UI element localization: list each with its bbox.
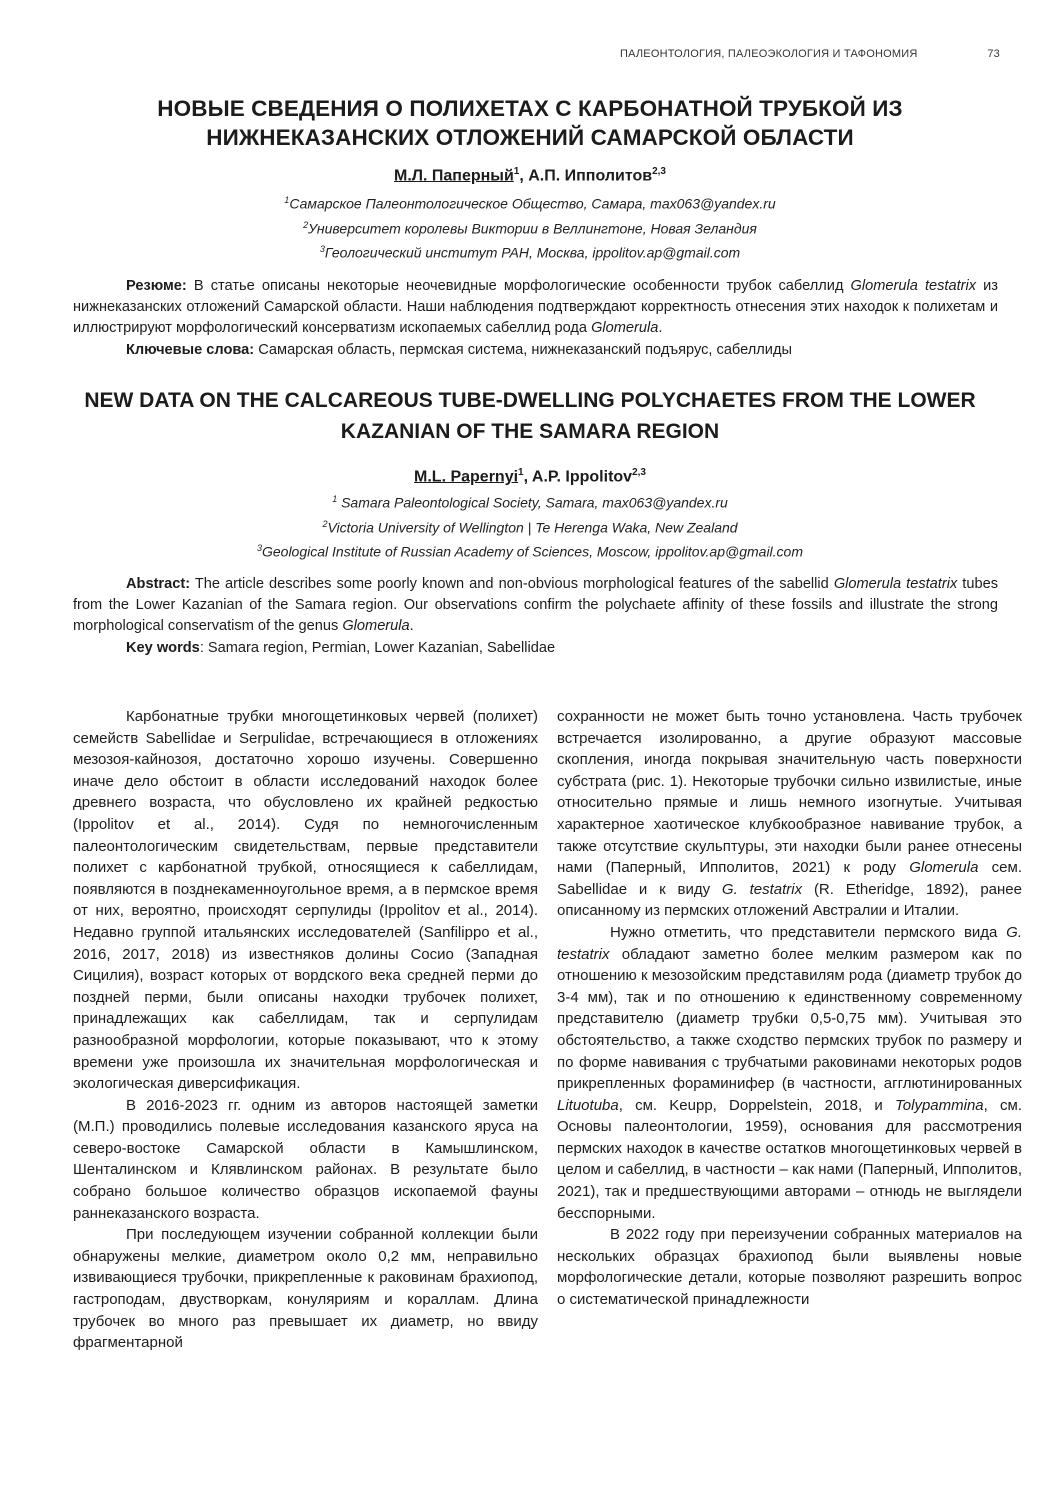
- taxon-name: Glomerula testatrix: [833, 576, 958, 592]
- keywords: [73, 340, 998, 361]
- affiliation-text: Samara Paleontological Society, Samara, max063@yandex.ru: [337, 494, 728, 511]
- body-text: Нужно отметить, что представители пермского вида: [610, 923, 1007, 941]
- author-sup: 2,3: [652, 166, 666, 177]
- affiliation: [60, 538, 1000, 563]
- body-paragraph: В 2022 году при переизучении собранных материалов на нескольких образцах брахиопод были выявлены новые морфологические детали, которые позволяют разрешить вопрос о систематической принадлежности: [557, 1226, 1022, 1309]
- body-text: сем. Sabellidae и к виду: [557, 859, 1022, 898]
- abstract-text: В статье описаны некоторые неочевидные морфологические особенности трубок сабеллид: [186, 278, 851, 294]
- affiliation-text: Самарское Палеонтологическое Общество, Самара, max063@yandex.ru: [289, 195, 776, 212]
- affiliation-text: Geological Institute of Russian Academy of Sciences, Moscow, ippolitov.ap@gmail.com: [261, 543, 804, 560]
- abstract-ru: [73, 276, 998, 361]
- body-text: обладают заметно более мелким размером как по отношению к мезозойским представилям рода (диаметр трубок до 3-4 мм), так и по отношению к единственному современному представителю (диаметр трубки 0,5-0,75 мм). Учитывая это обстоятельство, а также сходство пермских трубок по размеру и по форме навивания с трубчатыми раковинами некоторых родов прикрепленных фораминифер (в частности, агглютинированных: [557, 945, 1022, 1093]
- body-text: , см. Keupp, Doppelstein, 2018, и: [618, 1096, 895, 1114]
- section-title: ПАЛЕОНТОЛОГИЯ, ПАЛЕОЭКОЛОГИЯ И ТАФОНОМИЯ: [620, 48, 918, 60]
- affiliation-sup: 2: [303, 219, 309, 230]
- keywords-label: Ключевые слова:: [126, 341, 255, 358]
- taxon-name: G. testatrix: [721, 880, 803, 898]
- taxon-name: Lituotuba: [557, 1096, 619, 1114]
- affiliation: [60, 514, 1000, 539]
- affiliation-sup: 2: [322, 518, 328, 529]
- abstract-label: Abstract:: [126, 576, 191, 592]
- affiliation-sup: 1: [284, 195, 290, 205]
- taxon-name: Glomerula testatrix: [850, 278, 977, 294]
- body-paragraph: В 2016-2023 гг. одним из авторов настоящей заметки (М.П.) проводились полевые исследования казанского яруса на северо-востоке Самарской области в Камышлинском, Шенталинском и Клявлинском районах. В результате было собрано большое количество образцов ископаемой фауны раннеказанского возраста.: [73, 1096, 538, 1222]
- body-text: , см. Основы палеонтологии, 1959), основания для рассмотрения пермских находок в качестве остатков многощетинковых червей в целом и сабеллид, в частности – как нами (Паперный, Ипполитов, 2021), так и предшествующими авторами – отнюдь не выглядели бесспорными.: [557, 1096, 1022, 1222]
- abstract-text: .: [409, 618, 414, 635]
- keywords: [73, 638, 998, 659]
- taxon-name: Glomerula: [591, 320, 659, 337]
- body-column-right: [557, 706, 1022, 1311]
- abstract-paragraph: [73, 276, 998, 340]
- taxon-name: G. testatrix: [557, 923, 1022, 963]
- abstract-text: tubes from the Lower Kazanian of the Samara region. Our observations confirm the polychaete affinity of these fossils and illustrate the strong morphological conservatism of the genus: [73, 576, 998, 635]
- abstract-text: .: [658, 320, 663, 337]
- body-paragraph: Карбонатные трубки многощетинковых червей (полихет) семейств Sabellidae и Serpulidae, встречающиеся в отложениях мезозоя-кайнозоя, достаточно хорошо изучены. Совершенно иначе дело обстоит в области исследований находок более древнего возраста, что обусловлено их крайней редкостью (Ippolitov et al., 2014). Судя по немногочисленным палеонтологическим свидетельствам, первые представители полихет с карбонатной трубкой, относящиеся к сабеллидам, появляются в позднекаменноугольное время, а в пермское время от них, вероятно, происходят серпулиды (Ippolitov et al., 2014). Недавно группой итальянских исследователей (Sanfilippo et al., 2016, 2017, 2018) из известняков долины Сосио (Западная Сицилия), возраст которых от вордского века средней перми до поздней перми, были описаны находки трубочек полихет, принадлежащих как сабеллидам, так и серпулидам разнообразной морфологии, которые показывают, что к этому времени уже произошла их значительная морфологическая и экологическая диверсификация.: [73, 708, 538, 1093]
- title-line: НОВЫЕ СВЕДЕНИЯ О ПОЛИХЕТАХ С КАРБОНАТНОЙ ТРУБКОЙ ИЗ: [157, 96, 903, 121]
- body-text: сохранности не может быть точно установлена. Часть трубочек встречается изолированно, а другие образуют массовые скопления, иногда покрывая значительную часть поверхности субстрата (рис. 1). Некоторые трубочки сильно извилистые, иные относительно прямые и лишь немного изогнутые. Учитывая характерное хаотическое клубкообразное навивание трубок, а также отсутствие скульптуры, эти находки были ранее отнесены нами (Паперный, Ипполитов, 2021) к роду: [557, 708, 1022, 877]
- abstract-label: Резюме:: [126, 278, 187, 294]
- body-paragraph: При последующем изучении собранной коллекции были обнаружены мелкие, диаметром около 0,2 мм, неправильно извивающиеся трубочки, прикрепленные к раковинам брахиопод, гастроподам, двустворкам, конуляриям и кораллам. Длина трубочек во много раз превышает их диаметр, но ввиду фрагментарной: [73, 1226, 538, 1352]
- author-sup: 1: [513, 166, 520, 177]
- affiliation: [60, 215, 1000, 240]
- body-paragraph: [557, 922, 1022, 1224]
- taxon-name: Glomerula: [342, 618, 410, 635]
- title-line: NEW DATA ON THE CALCAREOUS TUBE-DWELLING POLYCHAETES FROM THE LOWER: [84, 389, 976, 412]
- affiliations-ru: [60, 190, 1000, 264]
- affiliation-text: Геологический институт РАН, Москва, ippolitov.ap@gmail.com: [324, 244, 741, 261]
- affiliation: [60, 489, 1000, 514]
- affiliation-text: Университет королевы Виктории в Веллингтоне, Новая Зеландия: [308, 220, 757, 237]
- author-name: A.P. Ippolitov: [531, 468, 633, 486]
- taxon-name: Tolypammina: [894, 1096, 984, 1114]
- body-column-left: [73, 706, 538, 1354]
- keywords-label: Key words: [126, 639, 200, 656]
- body-paragraph: [557, 706, 1022, 922]
- article-title-en: [60, 385, 1000, 447]
- affiliation: [60, 239, 1000, 264]
- affiliation: [60, 190, 1000, 215]
- taxon-name: Glomerula: [909, 859, 979, 877]
- article-title-ru: [60, 94, 1000, 152]
- abstract-en: [73, 574, 998, 659]
- abstract-paragraph: [73, 574, 998, 638]
- author-name: А.П. Ипполитов: [528, 167, 653, 185]
- author-name: М.Л. Паперный: [394, 167, 514, 185]
- author-sup: 2,3: [632, 467, 646, 478]
- page-number: 73: [987, 48, 1000, 60]
- body-text: (R. Etheridge, 1892), ранее описанному из пермских отложений Австралии и Италии.: [557, 880, 1022, 920]
- title-line: НИЖНЕКАЗАНСКИХ ОТЛОЖЕНИЙ САМАРСКОЙ ОБЛАСТИ: [206, 125, 854, 150]
- title-line: KAZANIAN OF THE SAMARA REGION: [340, 420, 720, 443]
- abstract-text: The article describes some poorly known and non-obvious morphological features of the sabellid: [190, 576, 834, 592]
- keywords-text: Самарская область, пермская система, нижнеказанский подъярус, сабеллиды: [254, 341, 792, 358]
- author-sup: 1: [518, 467, 524, 478]
- authors-en: M.L. Papernyi$^1$, A.P. Ippolitov$^{2,3}$: [414, 467, 646, 486]
- authors-ru: М.Л. Паперный$^1$, А.П. Ипполитов$^{2,3}$: [394, 166, 666, 185]
- affiliation-sup: 3: [256, 543, 262, 554]
- affiliation-sup: 3: [319, 244, 325, 255]
- affiliation-sup: 1: [332, 494, 338, 504]
- abstract-text: из нижнеказанских отложений Самарской области. Наши наблюдения подтверждают корректность отнесения этих находок к полихетам и иллюстрируют морфологический консерватизм ископаемых сабеллид рода: [73, 278, 998, 337]
- affiliations-en: [60, 489, 1000, 563]
- author-name: M.L. Papernyi: [414, 468, 519, 486]
- affiliation-text: Victoria University of Wellington | Te Herenga Waka, New Zealand: [327, 519, 738, 536]
- keywords-text: : Samara region, Permian, Lower Kazanian, Sabellidae: [199, 639, 556, 656]
